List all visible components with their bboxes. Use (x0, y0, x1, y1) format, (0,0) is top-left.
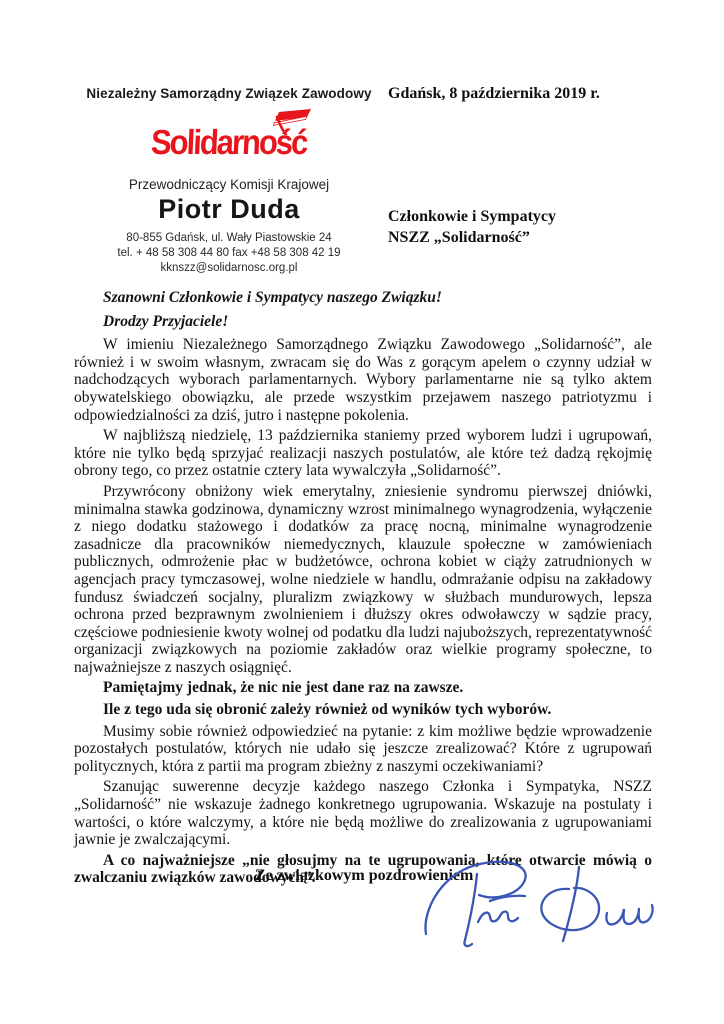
logo-wordmark: Solidarność (150, 122, 308, 163)
salutation-1: Szanowni Członkowie i Sympatycy naszego Związku! (103, 289, 442, 306)
paragraph: W najbliższą niedzielę, 13 października staniemy przed wyborem ludzi i ugrupowań, które nie tylko będą sprzyjać realizacji naszych postulatów, ale które też dadzą rękojmię obrony tego, co przez ostatnie cztery lata wywalczyła „Solidarność”. (74, 427, 652, 480)
address-phone: tel. + 48 58 308 44 80 fax +48 58 308 42 19 (117, 247, 341, 259)
paragraph: Ile z tego uda się obronić zależy również od wyników tych wyborów. (103, 701, 552, 719)
signoff-text: Ze związkowym pozdrowieniem (255, 867, 474, 884)
paragraph: W imieniu Niezależnego Samorządnego Związku Zawodowego „Solidarność”, ale również i w swoim własnym, zwracam się do Was z gorącym apelem o czynny udział w nadchodzących wyborach parlamentarnych. Wybory parlamentarne nie są tylko aktem obywatelskiego obowiązku, ale przede wszystkim przejawem naszego patriotyzmu i odpowiedzialności za dziś, jutro i następne pokolenia. (74, 336, 652, 424)
paragraph: A co najważniejsze „nie głosujmy na te ugrupowania, które otwarcie mówią o zwalczaniu związków zawodowych”. (74, 851, 652, 887)
signature-strokes (425, 862, 652, 946)
address-block (66, 231, 392, 276)
letterhead (66, 86, 392, 276)
paragraph: Przywrócony obniżony wiek emerytalny, zniesienie syndromu pierwszej dniówki, minimalna stawka godzinowa, dynamiczny wzrost minimalnego wynagrodzenia, wyłączenie z niego dodatku stażowego i dodatków za pracę nocną, minimalne wynagrodzenie zasadnicze dla pracowników niemedycznych, klauzule społeczne w zamówieniach publicznych, odmrożenie płac w budżetówce, ochrona kobiet w ciąży zatrudnionych w agencjach pracy tymczasowej, wolne niedziele w handlu, odmrażanie odpisu na zakładowy fundusz świadczeń socjalny, pluralizm związkowy w służbach mundurowych, lepsza ochrona przed bezprawnym zwolnieniem i dłuższy okres odwoławczy w sądzie pracy, częściowe podniesienie kwoty wolnej od podatku dla ludzi najuboższych, reprezentatywność organizacji związkowych na poziomie zakładów oraz wielkie programy społeczne, to najważniejsze z naszych osiągnięć. (74, 482, 652, 676)
signature-piotr-duda (420, 854, 656, 954)
paragraph: Pamiętajmy jednak, że nic nie jest dane raz na zawsze. (103, 679, 464, 697)
salutation-2: Drodzy Przyjaciele! (103, 312, 229, 330)
dateline: Gdańsk, 8 października 2019 r. (388, 85, 600, 102)
recipient-line-2: NSZZ „Solidarność” (388, 229, 530, 246)
paragraph: Musimy sobie również odpowiedzieć na pytanie: z kim możliwe będzie wprowadzenie pozostałych postulatów, których nie udało się jeszcze zrealizować? Które z ugrupowań politycznych, która z partii ma program zbieżny z naszymi oczekiwaniami? (74, 722, 652, 775)
chairman-name: Piotr Duda (158, 194, 300, 224)
solidarnosc-logo (151, 111, 306, 169)
recipient-block (388, 206, 556, 248)
org-name: Niezależny Samorządny Związek Zawodowy (86, 86, 372, 101)
letter-body (74, 289, 652, 891)
address-street: 80-855 Gdańsk, ul. Wały Piastowskie 24 (126, 232, 332, 244)
chairman-title: Przewodniczący Komisji Krajowej (128, 177, 330, 192)
letter-paragraphs (74, 336, 652, 887)
paragraph: Szanując suwerenne decyzje każdego naszego Członka i Sympatyka, NSZZ „Solidarność” nie wskazuje żadnego konkretnego ugrupowania. Wskazuje na postulaty i wartości, o które walczymy, a które nie będą możliwe do zrealizowania z ugrupowaniami jawnie je zwalczającymi. (74, 778, 652, 849)
recipient-line-1: Członkowie i Sympatycy (388, 208, 556, 225)
address-email: kknszz@solidarnosc.org.pl (160, 262, 298, 274)
